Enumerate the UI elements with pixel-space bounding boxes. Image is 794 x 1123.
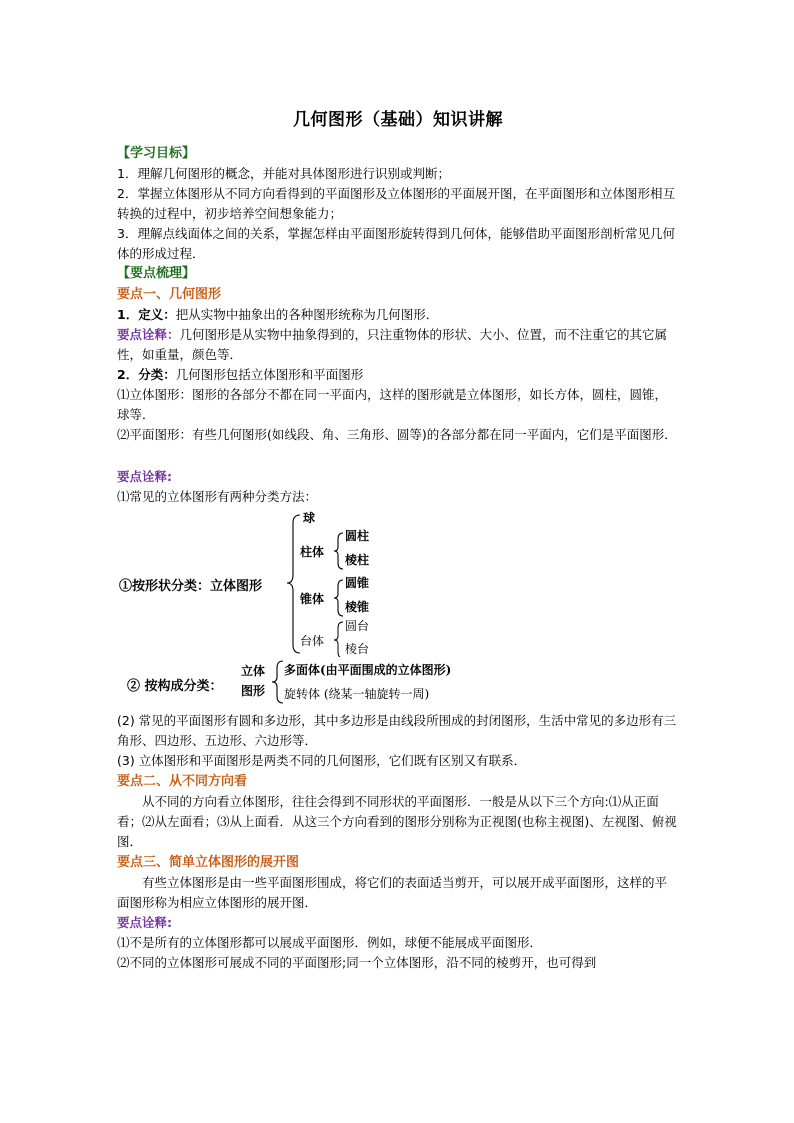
- cone-group-label: 锥体: [300, 592, 325, 606]
- relationship-note: (3) 立体图形和平面图形是两类不同的几何图形，它们既有区别又有联系．: [117, 753, 527, 768]
- cylinder-group-label: 柱体: [300, 545, 325, 559]
- classification-intro: ⑴常见的立体图形有两种分类方法：: [117, 489, 318, 504]
- by-shape-label: ①按形状分类：立体图形: [119, 579, 263, 594]
- prism-frustum-label: 棱台: [345, 642, 370, 656]
- goal-item-1: 1．理解几何图形的概念，并能对具体图形进行识别或判断；: [117, 166, 450, 181]
- point3-note-1: ⑴不是所有的立体图形都可以展成平面图形．例如，球便不能展成平面图形．: [117, 935, 543, 950]
- classification-paragraph: [117, 365, 679, 385]
- classification-text: 几何图形包括立体图形和平面图形: [175, 367, 364, 382]
- goal-item-3: 3．理解点线面体之间的关系，掌握怎样由平面图形旋转得到几何体，能够借助平面图形剖析常见几何体的形成过程．: [117, 226, 675, 261]
- point1-heading: 要点一、几何图形: [117, 287, 222, 302]
- cylinder-label: 圆柱: [345, 529, 370, 543]
- classification-label: 2．分类：: [117, 367, 176, 382]
- cone-frustum-label: 圆台: [345, 619, 370, 633]
- note-label: 要点诠释：: [117, 327, 180, 342]
- learning-goals-heading: 【学习目标】: [117, 146, 196, 161]
- key-points-heading: 【要点梳理】: [117, 266, 196, 281]
- note-paragraph: [117, 325, 679, 365]
- definition-label: 1．定义：: [117, 307, 176, 322]
- point3-paragraph: 有些立体图形是由一些平面图形围成，将它们的表面适当剪开，可以展开成平面图形，这样的平面图形称为相应立体图形的展开图．: [117, 875, 668, 910]
- goal-item-2: 2．掌握立体图形从不同方向看得到的平面图形及立体图形的平面展开图，在平面图形和立体图形相互转换的过程中，初步培养空间想象能力；: [117, 186, 675, 221]
- plane-figure-paragraph: ⑵平面图形：有些几何图形(如线段、角、三角形、圆等)的各部分都在同一平面内，它们是平面图形．: [117, 427, 677, 442]
- structure-classification-diagram: [117, 657, 679, 711]
- definition-text: 把从实物中抽象出的各种图形统称为几何图形．: [175, 307, 439, 322]
- point3-note-label: 要点诠释:: [117, 915, 172, 930]
- definition-paragraph: [117, 305, 679, 325]
- ball-label: 球: [303, 511, 316, 525]
- page-title: 几何图形（基础）知识讲解: [293, 110, 503, 130]
- shape-classification-diagram: [117, 509, 679, 657]
- point2-paragraph: 从不同的方向看立体图形，往往会得到不同形状的平面图形．一般是从以下三个方向:⑴从正面看；⑵从左面看；⑶从上面看．从这三个方向看到的图形分别称为正视图(也称主视图)、左视图、俯视图．: [117, 794, 677, 849]
- structure-root-line1: 立体: [241, 664, 266, 678]
- structure-root-line2: 图形: [241, 684, 266, 698]
- prism-label: 棱柱: [345, 553, 370, 567]
- cone-label: 圆锥: [345, 576, 370, 590]
- point2-heading: 要点二、从不同方向看: [117, 774, 248, 789]
- revolution-label: 旋转体 (绕某一轴旋转一周): [284, 687, 430, 701]
- plane-figures-note: (2) 常见的平面图形有圆和多边形，其中多边形是由线段所围成的封闭图形，生活中常见的多边形有三角形、四边形、五边形、六边形等．: [117, 713, 677, 748]
- solid-figure-paragraph: ⑴立体图形：图形的各部分不都在同一平面内，这样的图形就是立体图形，如长方体，圆柱，圆锥，球等．: [117, 387, 668, 422]
- frustum-group-label: 台体: [300, 634, 325, 648]
- note-text: 几何图形是从实物中抽象得到的，只注重物体的形状、大小、位置，而不注重它的其它属性，如重量，颜色等．: [117, 327, 668, 362]
- note2-label: 要点诠释:: [117, 469, 172, 484]
- point3-heading: 要点三、简单立体图形的展开图: [117, 855, 300, 870]
- point3-note-2: ⑵不同的立体图形可展成不同的平面图形;同一个立体图形，沿不同的棱剪开，也可得到: [117, 955, 597, 970]
- by-structure-label: ② 按构成分类：: [127, 679, 223, 694]
- document-page: [117, 105, 679, 973]
- pyramid-label: 棱锥: [345, 600, 370, 614]
- polyhedron-label: 多面体(由平面围成的立体图形): [284, 663, 452, 677]
